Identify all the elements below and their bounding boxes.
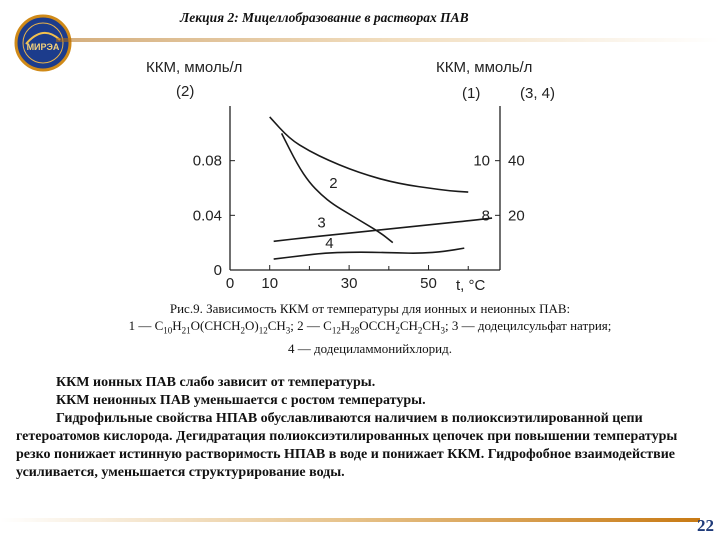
y-left-tick-label: 0 bbox=[213, 262, 222, 279]
series-label-4: 4 bbox=[325, 235, 334, 253]
y-right-tick-label-34: 40 bbox=[508, 152, 525, 170]
x-tick-label: 30 bbox=[340, 275, 358, 292]
series-label-2: 2 bbox=[329, 175, 338, 192]
slide-title: Лекция 2: Мицеллобразование в растворах ПАВ bbox=[180, 10, 469, 25]
y-right-sub-34: (3, 4) bbox=[520, 85, 556, 102]
y-right-tick-label-1: 8 bbox=[481, 207, 490, 225]
page-number: 22 bbox=[697, 516, 714, 535]
y-left-tick-label: 0.08 bbox=[192, 152, 222, 170]
y-left-label: ККМ, ммоль/л bbox=[146, 59, 243, 76]
y-right-label: ККМ, ммоль/л bbox=[436, 59, 533, 76]
svg-text:МИРЭА: МИРЭА bbox=[26, 42, 60, 52]
body-paragraph-3: Гидрофильные свойства НПАВ обуславливаются наличием в полиоксиэтилированной цепи гетероатомов кислорода. Дегидратация полиоксиэтилированных цепочек при повышении температуры резко понижает истинную растворимость НПАВ в воде и понижает ККМ. Гидрофобное взаимодействие усиливается, уменьшается структурирование воды. bbox=[16, 411, 678, 480]
series-label-3: 3 bbox=[317, 214, 326, 232]
y-left-tick-label: 0.04 bbox=[192, 207, 222, 225]
body-paragraph-1: ККМ ионных ПАВ слабо зависит от температуры. bbox=[56, 375, 376, 390]
slide-header bbox=[0, 0, 720, 52]
ccm-temperature-chart bbox=[140, 44, 610, 296]
footer-rule bbox=[0, 518, 700, 522]
mirea-logo bbox=[14, 14, 72, 72]
header-rule bbox=[56, 38, 720, 42]
x-tick-label: 10 bbox=[261, 275, 279, 292]
y-right-sub-1: (1) bbox=[462, 85, 481, 102]
x-tick-label: 50 bbox=[420, 275, 437, 292]
figure-caption bbox=[50, 300, 690, 357]
body-paragraph-2: ККМ неионных ПАВ уменьшается с ростом температуры. bbox=[56, 393, 426, 408]
caption-line-3: 4 — додециламмонийхлорид. bbox=[288, 340, 452, 356]
y-right-tick-label-1: 10 bbox=[473, 152, 490, 170]
y-right-tick-label-34: 20 bbox=[508, 207, 525, 225]
x-axis-label: t, °C bbox=[456, 277, 486, 294]
y-left-sub: (2) bbox=[176, 83, 195, 100]
x-tick-label: 0 bbox=[225, 275, 235, 292]
caption-line-2: 1 — $C_{10}H_{21}O(CHCH_2O)_{12}CH_3$; 2 — $C_{12}H_{28}OCCH_2CH_2CH_3$; 3 — додецилсульфат натрия; bbox=[128, 318, 612, 336]
caption-line-1: Рис.9. Зависимость ККМ от температуры для ионных и неионных ПАВ: bbox=[169, 301, 571, 316]
lecture-body bbox=[16, 374, 706, 482]
